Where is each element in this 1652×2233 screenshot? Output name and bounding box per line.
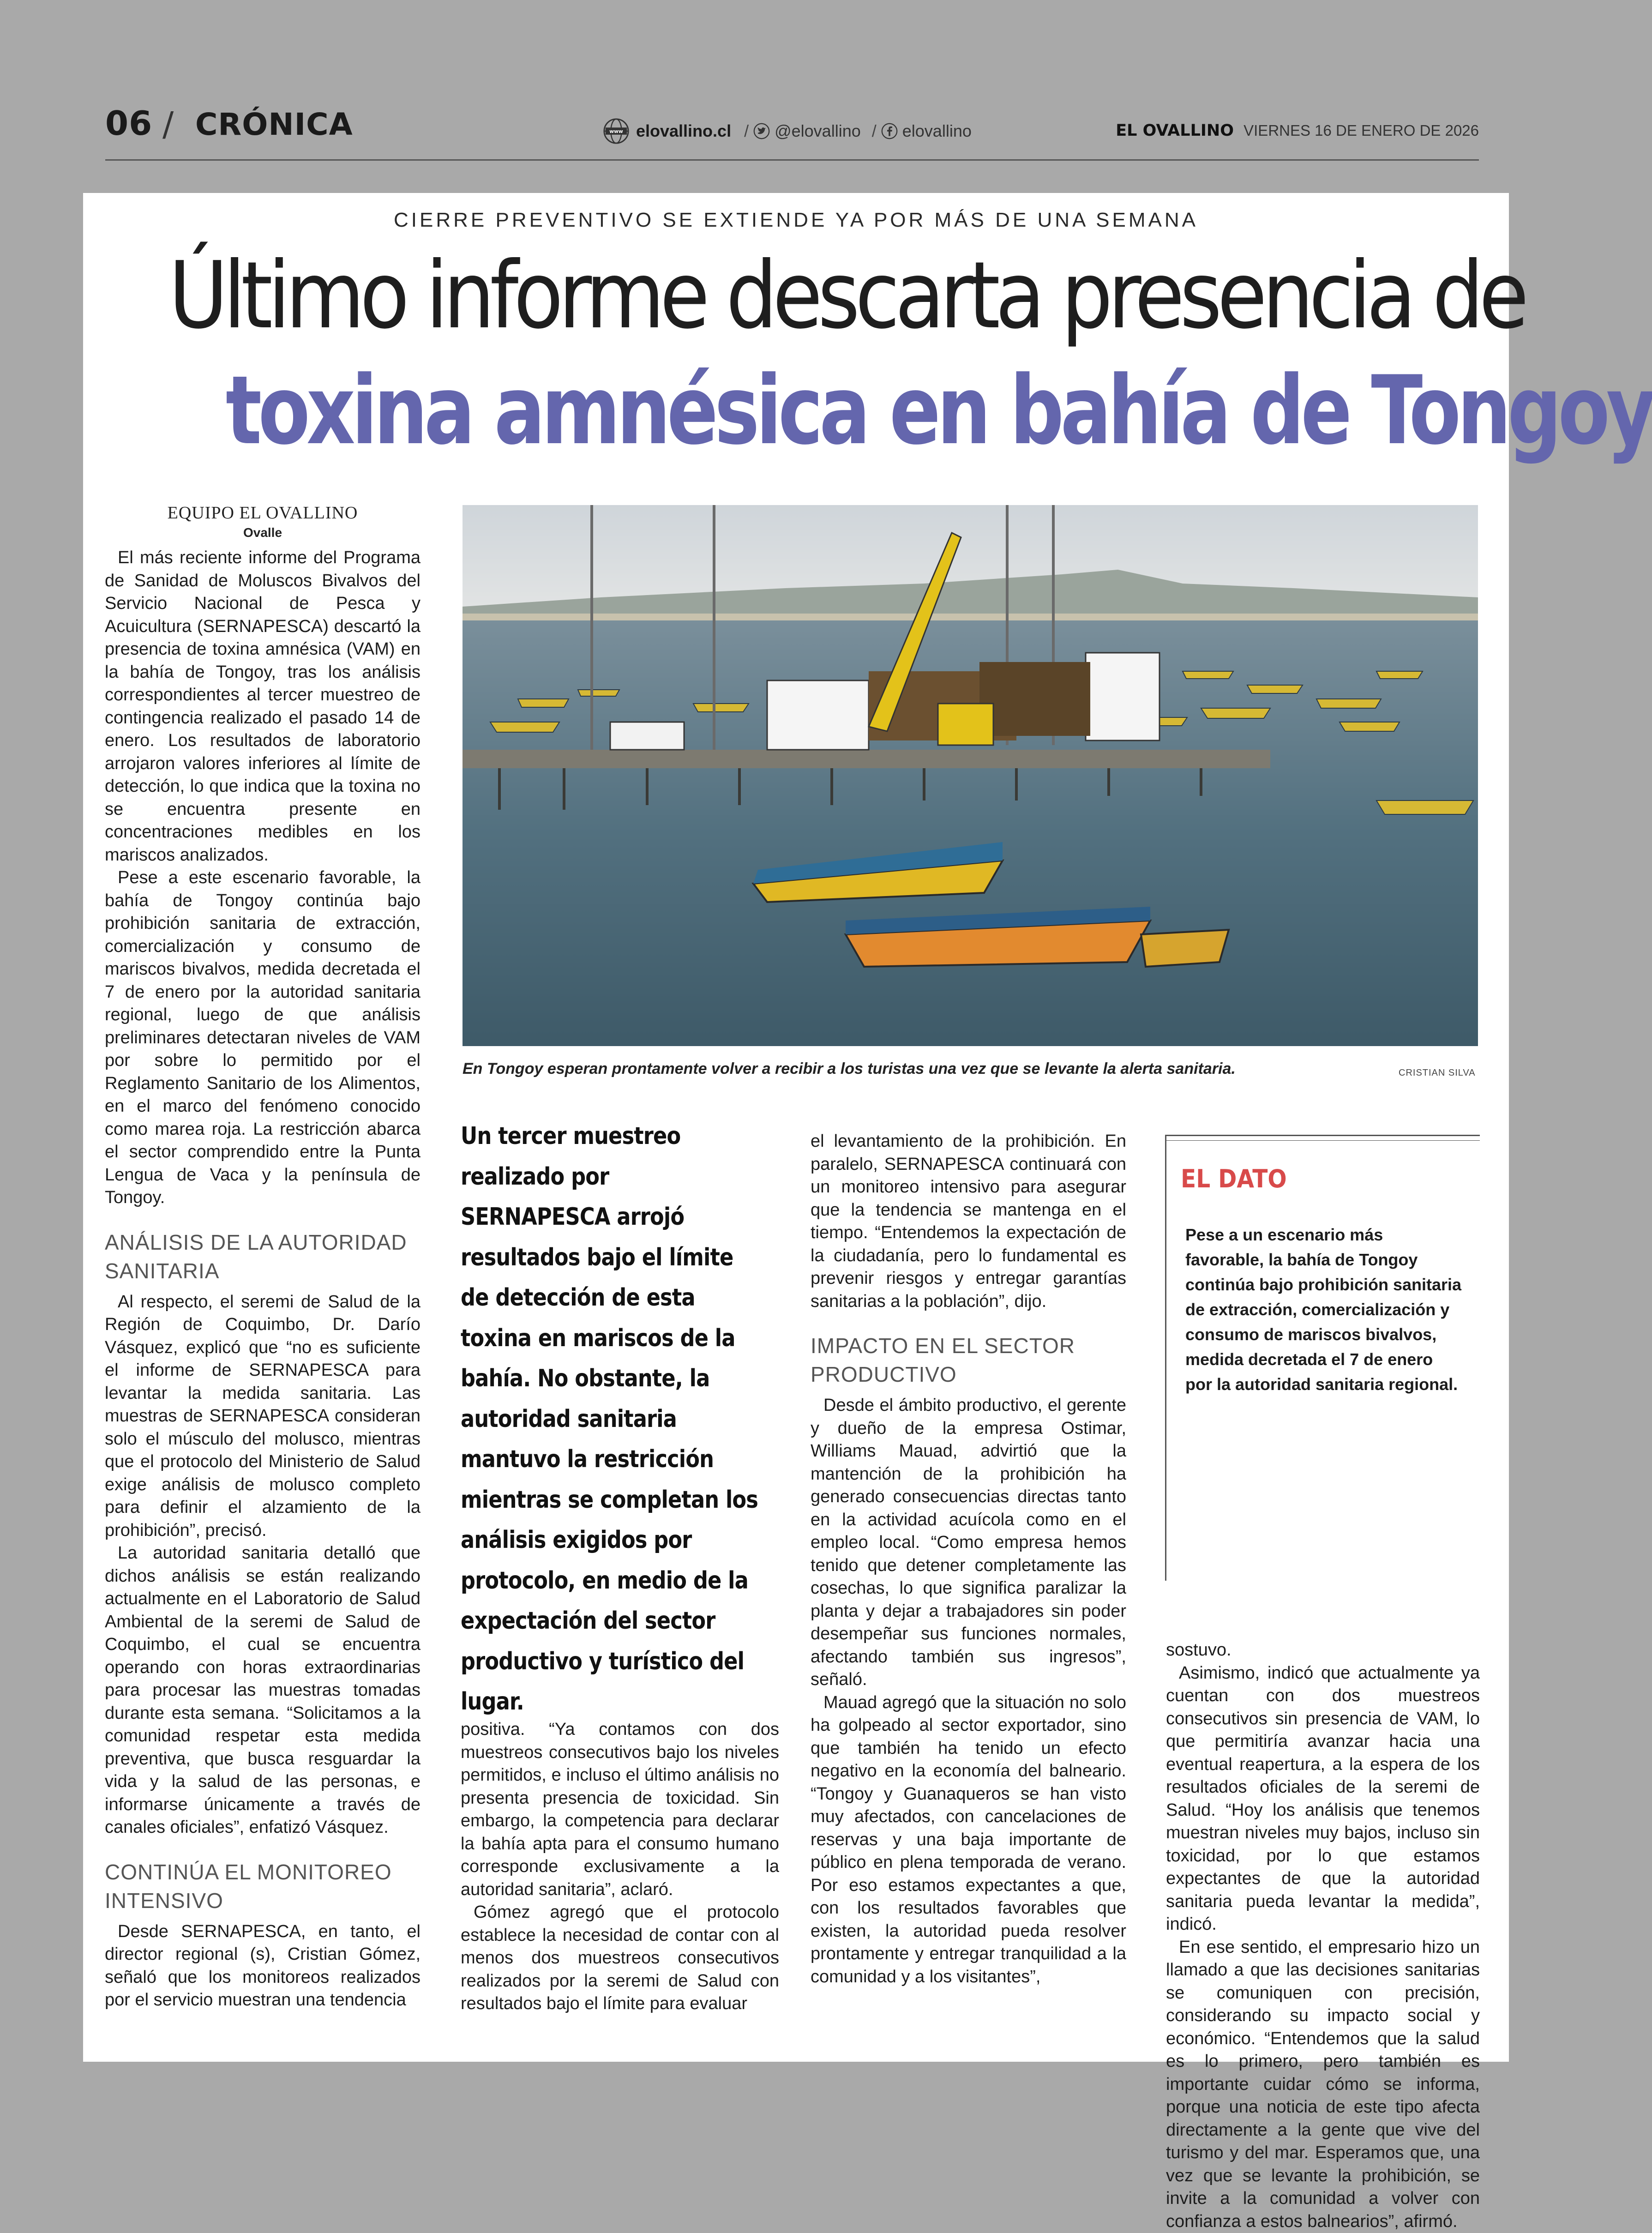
- paragraph: el levantamiento de la prohibición. En paralelo, SERNAPESCA continuará con un monitoreo intensivo para asegurar que la tendencia se mantenga en el tiempo. “Entendemos la expectación de la ciudadanía, pero lo fundamental es prevenir riesgos y entregar garantías sanitarias a la población”, dijo.: [811, 1130, 1126, 1313]
- section-separator: /: [162, 105, 174, 144]
- paragraph: Desde SERNAPESCA, en tanto, el director regional (s), Cristian Gómez, señaló que los monitoreos realizados por el servicio muestran una tendencia: [105, 1920, 421, 2012]
- article-column-4: [1166, 1639, 1480, 2233]
- svg-text:www: www: [609, 128, 623, 134]
- paragraph: Asimismo, indicó que actualmente ya cuentan con dos muestreos consecutivos sin presencia de VAM, lo que permitiría avanzar hacia una eventual reapertura, a la espera de los resultados oficiales de la seremi de Salud. “Hoy los análisis que tenemos muestran niveles muy bajos, incluso sin toxicidad, por lo que estamos expectantes de que la autoridad sanitaria pueda levantar la medida”, indicó.: [1166, 1662, 1480, 1936]
- article-column-1: [105, 502, 421, 2012]
- facebook-handle[interactable]: elovallino: [902, 121, 972, 141]
- article-column-3: [811, 1130, 1126, 1988]
- article-photo: [463, 505, 1478, 1046]
- article-page: [83, 193, 1509, 2062]
- newspaper-name: EL OVALLINO: [1116, 121, 1234, 140]
- paragraph: Desde el ámbito productivo, el gerente y dueño de la empresa Ostimar, Williams Mauad, advirtió que la mantención de la prohibición ha generado consecuencias directas tanto en la actividad acuícola como en el empleo local. “Como empresa hemos tenido que detener completamente las cosechas, lo que significa paralizar la planta y dejar a trabajadores sin poder desempeñar sus funciones normales, afectando también sus ingresos”, señaló.: [811, 1394, 1126, 1691]
- subheading: IMPACTO EN EL SECTOR PRODUCTIVO: [811, 1331, 1126, 1389]
- paragraph: Al respecto, el seremi de Salud de la Región de Coquimbo, Dr. Darío Vásquez, explicó que “no es suficiente el informe de SERNAPESCA para levantar la medida sanitaria. Las muestras de SERNAPESCA consideran solo el músculo del molusco, mientras que el protocolo del Ministerio de Salud exige análisis de molusco completo para definir el alzamiento de la prohibición”, precisó.: [105, 1291, 421, 1542]
- photo-credit: CRISTIAN SILVA: [1399, 1068, 1476, 1078]
- newspaper-info: [1116, 121, 1479, 140]
- paragraph: En ese sentido, el empresario hizo un llamado a que las decisiones sanitarias se comuniquen con precisión, considerando su impacto social y económico. “Entendemos que la salud es lo primero, pero también es importante cuidar cómo se informa, porque una noticia de este tipo afecta directamente a la gente que vive del turismo y del mar. Esperamos que, una vez que se levante la prohibición, se invite a la comunidad a volver con confianza a estos balnearios”, afirmó.: [1166, 1936, 1480, 2233]
- paragraph: Mauad agregó que la situación no solo ha golpeado al sector exportador, sino que también ha tenido un efecto negativo en la economía del balneario. “Tongoy y Guanaqueros se han visto muy afectados, con cancelaciones de reservas y una baja importante de público en plena temporada de verano. Por eso estamos expectantes a que, con los resultados favorables que existen, la autoridad pueda resolver prontamente y entregar tranquilidad a la comunidad y a los visitantes”,: [811, 1691, 1126, 1989]
- paragraph: La autoridad sanitaria detalló que dichos análisis se están realizando actualmente en el Laboratorio de Salud Ambiental de la seremi de Salud de Coquimbo, el cual se encuentra operando con horas extraordinarias para procesar las muestras tomadas durante esta semana. “Solicitamos a la comunidad respetar esta medida preventiva, que busca resguardar la vida y la salud de las personas, e informarse únicamente a través de canales oficiales”, enfatizó Vásquez.: [105, 1542, 421, 1839]
- subheading: ANÁLISIS DE LA AUTORIDAD SANITARIA: [105, 1228, 421, 1285]
- page-number: 06: [105, 104, 152, 143]
- byline: EQUIPO EL OVALLINO: [105, 502, 421, 524]
- dateline-location: Ovalle: [105, 524, 421, 542]
- el-dato-box: [1165, 1135, 1480, 1581]
- www-globe-icon: [603, 118, 630, 144]
- paragraph: sostuvo.: [1166, 1639, 1480, 1662]
- twitter-handle[interactable]: @elovallino: [775, 121, 861, 141]
- paragraph: positiva. “Ya contamos con dos muestreos consecutivos bajo los niveles permitidos, e incluso el último análisis no presenta presencia de toxicidad. Sin embargo, la competencia para declarar la bahía apta para el consumo humano corresponde exclusivamente a la autoridad sanitaria”, aclaró.: [461, 1718, 779, 1901]
- facebook-icon: [881, 123, 898, 139]
- paragraph: Pese a este escenario favorable, la bahía de Tongoy continúa bajo prohibición sanitaria de extracción, comercialización y consumo de mariscos bivalvos, medida decretada el 7 de enero por la autoridad sanitaria regional, luego de que análisis preliminares detectaran niveles de VAM por sobre lo permitido por el Reglamento Sanitario de los Alimentos, en el marco del fenómeno conocido como marea roja. La restricción abarca el sector comprendido entre la Punta Lengua de Vaca y la península de Tongoy.: [105, 867, 421, 1210]
- el-dato-text: Pese a un escenario más favorable, la bahía de Tongoy continúa bajo prohibición sanitaria de extracción, comercialización y consumo de mariscos bivalvos, medida decretada el 7 de enero por la autoridad sanitaria regional.: [1185, 1222, 1462, 1397]
- section-name: CRÓNICA: [195, 107, 353, 142]
- pull-quote: Un tercer muestreo realizado por SERNAPESCA arrojó resultados bajo el límite de detección de esta toxina en mariscos de la bahía. No obstante, la autoridad sanitaria mantuvo la restricción mientras se completan los análisis exigidos por protocolo, en medio de la expectación del sector productivo y turístico del lugar.: [461, 1116, 765, 1722]
- publication-date: VIERNES 16 DE ENERO DE 2026: [1244, 122, 1479, 139]
- paragraph: Gómez agregó que el protocolo establece la necesidad de contar con al menos dos muestreos consecutivos realizados por la seremi de Salud con resultados bajo el límite para evaluar: [461, 1901, 779, 2016]
- photo-caption: En Tongoy esperan prontamente volver a recibir a los turistas una vez que se levante la alerta sanitaria.: [463, 1060, 1340, 1078]
- header-divider: [105, 159, 1479, 161]
- headline-line-2: toxina amnésica en bahía de Tongoy: [226, 357, 1366, 466]
- subheading: CONTINÚA EL MONITOREO INTENSIVO: [105, 1858, 421, 1915]
- article-column-2: [461, 1718, 779, 2016]
- twitter-icon: [753, 123, 770, 139]
- social-links: www elovallino.cl / @elovallino / elovallino: [603, 118, 978, 144]
- headline-line-1: Último informe descarta presencia de: [168, 243, 1423, 349]
- el-dato-label: EL DATO: [1181, 1164, 1287, 1193]
- article-kicker: CIERRE PREVENTIVO SE EXTIENDE YA POR MÁS DE UNA SEMANA: [83, 209, 1509, 232]
- website-link[interactable]: elovallino.cl: [636, 121, 731, 141]
- paragraph: El más reciente informe del Programa de Sanidad de Moluscos Bivalvos del Servicio Nacional de Pesca y Acuicultura (SERNAPESCA) descartó la presencia de toxina amnésica (VAM) en la bahía de Tongoy, tras los análisis correspondientes al tercer muestreo de contingencia realizado el pasado 14 de enero. Los resultados de laboratorio arrojaron valores inferiores al límite de detección, lo que indica que la toxina no se encuentra presente en concentraciones medibles en los mariscos analizados.: [105, 547, 421, 867]
- page-header: [105, 104, 1479, 155]
